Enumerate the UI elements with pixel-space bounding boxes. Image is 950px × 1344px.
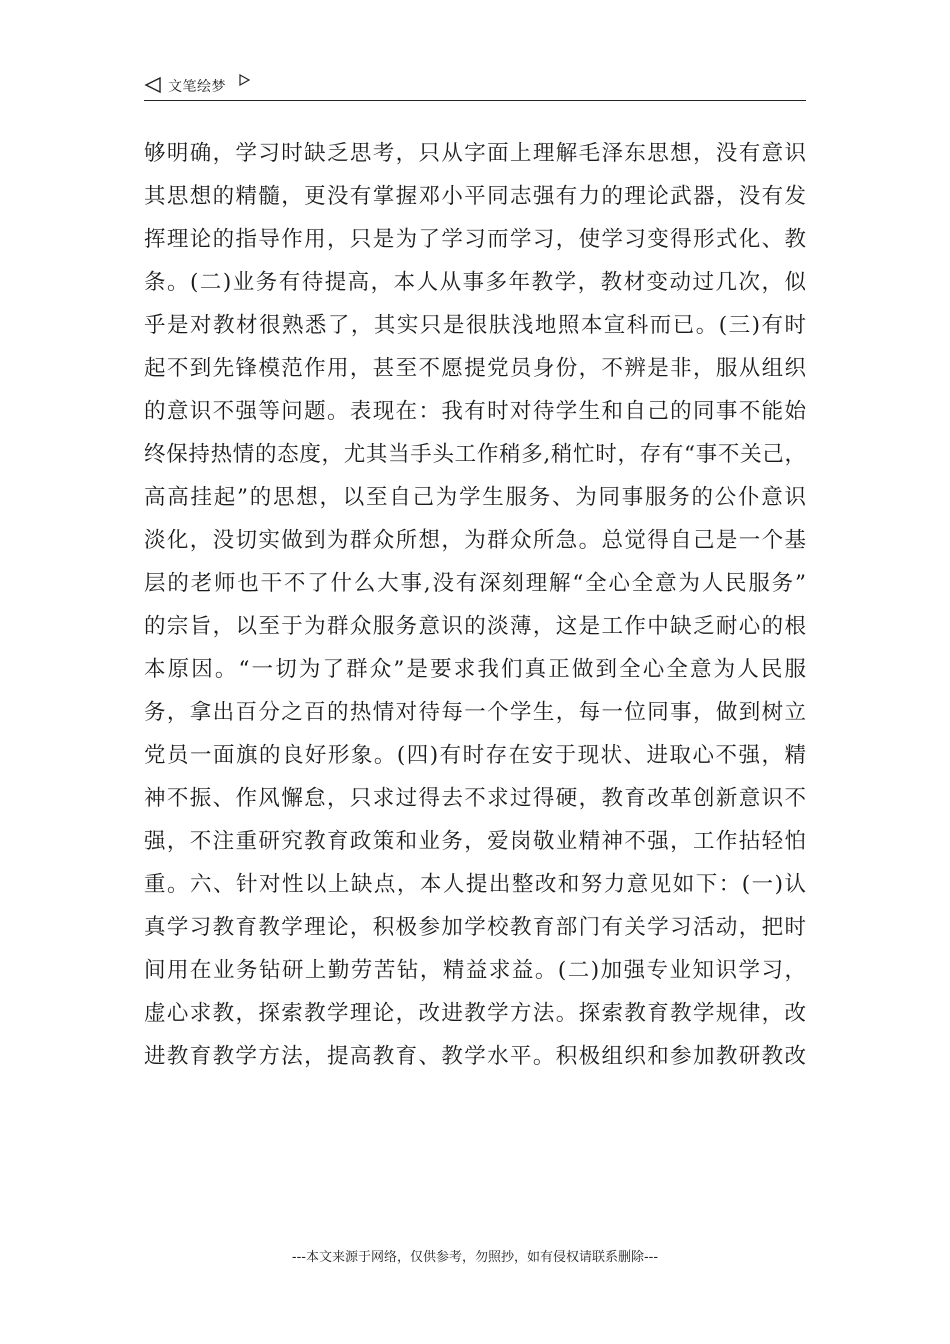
text-line: 神不振、作风懈怠，只求过得去不求过得硬，教育改革创新意识不 bbox=[144, 786, 806, 811]
text-line: 其思想的精髓，更没有掌握邓小平同志强有力的理论武器，没有发 bbox=[144, 184, 806, 209]
text-line: 高高挂起”的思想，以至自己为学生服务、为同事服务的公仆意识 bbox=[144, 485, 806, 510]
text-line: 虚心求教，探索教学理论，改进教学方法。探索教育教学规律，改 bbox=[144, 1001, 806, 1026]
text-line: 真学习教育教学理论，积极参加学校教育部门有关学习活动，把时 bbox=[144, 915, 806, 940]
text-line: 进教育教学方法，提高教育、教学水平。积极组织和参加教研教改 bbox=[144, 1044, 806, 1069]
brand-label: 文笔绘梦 bbox=[168, 79, 226, 95]
text-line: 的意识不强等问题。表现在：我有时对待学生和自己的同事不能始 bbox=[144, 399, 806, 424]
text-line: 强，不注重研究教育政策和业务，爱岗敬业精神不强，工作拈轻怕 bbox=[144, 829, 806, 854]
text-line: 务，拿出百分之百的热情对待每一个学生，每一位同事，做到树立 bbox=[144, 700, 806, 725]
text-line: 淡化，没切实做到为群众所想，为群众所急。总觉得自己是一个基 bbox=[144, 528, 806, 553]
text-line: 起不到先锋模范作用，甚至不愿提党员身份，不辨是非，服从组织 bbox=[144, 356, 806, 381]
text-line: 的宗旨，以至于为群众服务意识的淡薄，这是工作中缺乏耐心的根 bbox=[144, 614, 806, 639]
text-line: 够明确，学习时缺乏思考，只从字面上理解毛泽东思想，没有意识 bbox=[144, 141, 806, 166]
page-footer: ---本文来源于网络，仅供参考，勿照抄，如有侵权请联系删除--- bbox=[291, 1250, 659, 1265]
text-line: 党员一面旗的良好形象。(四)有时存在安于现状、进取心不强，精 bbox=[144, 743, 806, 768]
document-body bbox=[144, 132, 806, 1078]
text-line: 挥理论的指导作用，只是为了学习而学习，使学习变得形式化、教 bbox=[144, 227, 806, 252]
triangle-right-icon bbox=[238, 74, 250, 86]
text-line: 层的老师也干不了什么大事,没有深刻理解“全心全意为人民服务” bbox=[144, 571, 806, 596]
text-line: 条。(二)业务有待提高，本人从事多年教学，教材变动过几次，似 bbox=[144, 270, 806, 295]
text-line: 重。六、针对性以上缺点，本人提出整改和努力意见如下：(一)认 bbox=[144, 872, 806, 897]
page-header bbox=[144, 72, 806, 101]
text-line: 终保持热情的态度，尤其当手头工作稍多,稍忙时，存有“事不关己， bbox=[144, 442, 806, 467]
text-line: 间用在业务钻研上勤劳苦钻，精益求益。(二)加强专业知识学习， bbox=[144, 958, 806, 983]
triangle-left-icon bbox=[144, 76, 162, 94]
text-line: 本原因。“一切为了群众”是要求我们真正做到全心全意为人民服 bbox=[144, 657, 806, 682]
text-line: 乎是对教材很熟悉了，其实只是很肤浅地照本宣科而已。(三)有时 bbox=[144, 313, 806, 338]
